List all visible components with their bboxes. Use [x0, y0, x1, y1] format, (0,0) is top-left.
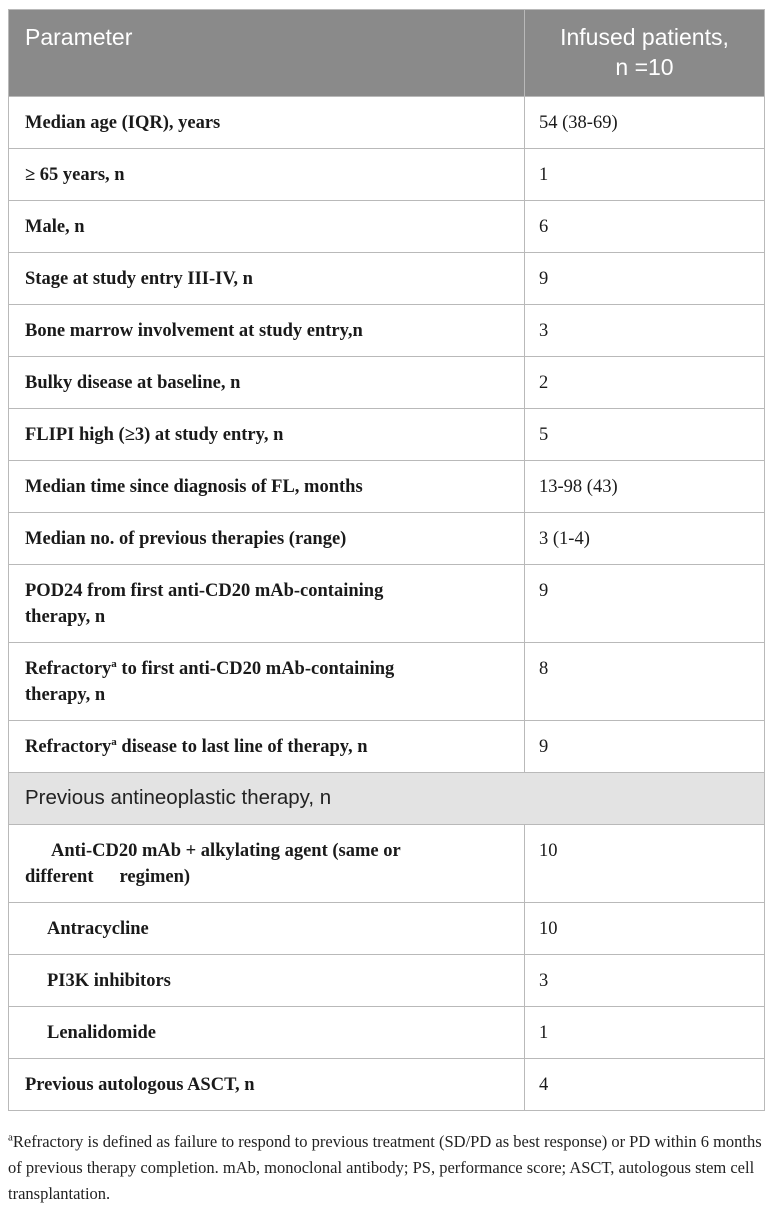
row-label — [9, 721, 525, 773]
row-label: Bulky disease at baseline, n — [9, 357, 525, 409]
row-value: 3 (1-4) — [525, 513, 765, 565]
header-infused-line2: n =10 — [615, 54, 674, 80]
table-footnote — [8, 1129, 768, 1207]
row-label: ≥ 65 years, n — [9, 149, 525, 201]
row-label: Male, n — [9, 201, 525, 253]
row-label-line2: therapy, n — [25, 607, 106, 627]
row-label: Antracycline — [9, 903, 525, 955]
table-row — [9, 721, 765, 773]
footnote-marker: a — [111, 657, 117, 670]
row-value: 6 — [525, 201, 765, 253]
row-label: PI3K inhibitors — [9, 955, 525, 1007]
row-label: Median age (IQR), years — [9, 97, 525, 149]
row-label-line2b: regimen) — [119, 867, 191, 887]
footnote-marker: a — [8, 1131, 13, 1144]
row-value: 5 — [525, 409, 765, 461]
table-row — [9, 955, 765, 1007]
section-header-row — [9, 773, 765, 825]
table-row — [9, 903, 765, 955]
table-row — [9, 201, 765, 253]
table-row — [9, 825, 765, 903]
section-header-previous-therapy: Previous antineoplastic therapy, n — [9, 773, 765, 825]
row-label: Median time since diagnosis of FL, months — [9, 461, 525, 513]
row-value: 10 — [525, 903, 765, 955]
row-value: 4 — [525, 1059, 765, 1111]
footnote-marker: a — [111, 735, 117, 748]
row-label-refractory: Refractory — [25, 659, 112, 679]
row-value: 1 — [525, 1007, 765, 1059]
row-label: Bone marrow involvement at study entry,n — [9, 305, 525, 357]
row-label — [9, 565, 525, 643]
row-label: Previous autologous ASCT, n — [9, 1059, 525, 1111]
row-value: 54 (38-69) — [525, 97, 765, 149]
table-row — [9, 149, 765, 201]
table-row — [9, 513, 765, 565]
table-row — [9, 565, 765, 643]
table-row — [9, 253, 765, 305]
row-label-line1: POD24 from first anti-CD20 mAb-containing — [25, 581, 384, 601]
table-row — [9, 97, 765, 149]
header-infused-line1: Infused patients, — [560, 24, 729, 50]
row-label-line2a: different — [25, 867, 94, 887]
footnote-text: Refractory is defined as failure to respond to previous treatment (SD/PD as best response) or PD within 6 months of previous therapy completion. mAb, monoclonal antibody; PS, performance score; ASCT, autologous stem cell transplantation. — [8, 1132, 762, 1203]
row-value: 2 — [525, 357, 765, 409]
header-infused-patients — [525, 10, 765, 97]
table-row — [9, 1059, 765, 1111]
row-label-rest: to first anti-CD20 mAb-containing — [116, 659, 395, 679]
row-value: 3 — [525, 305, 765, 357]
row-value: 10 — [525, 825, 765, 903]
table-header-row — [9, 10, 765, 97]
row-label — [9, 643, 525, 721]
row-label: Lenalidomide — [9, 1007, 525, 1059]
patient-characteristics-table — [8, 9, 764, 1111]
table-row — [9, 357, 765, 409]
row-value: 9 — [525, 253, 765, 305]
table-row — [9, 305, 765, 357]
row-value: 1 — [525, 149, 765, 201]
row-value: 3 — [525, 955, 765, 1007]
table-row — [9, 643, 765, 721]
row-value: 9 — [525, 565, 765, 643]
row-label: Stage at study entry III-IV, n — [9, 253, 525, 305]
row-label: FLIPI high (≥3) at study entry, n — [9, 409, 525, 461]
row-value: 8 — [525, 643, 765, 721]
row-label: Median no. of previous therapies (range) — [9, 513, 525, 565]
row-label — [9, 825, 525, 903]
table-row — [9, 409, 765, 461]
row-label-line1: Anti-CD20 mAb + alkylating agent (same or — [51, 841, 401, 861]
table-row — [9, 1007, 765, 1059]
row-label-rest: disease to last line of therapy, n — [116, 737, 368, 757]
header-parameter: Parameter — [9, 10, 525, 97]
row-value: 13-98 (43) — [525, 461, 765, 513]
row-value: 9 — [525, 721, 765, 773]
row-label-refractory: Refractory — [25, 737, 112, 757]
row-label-line2: therapy, n — [25, 685, 106, 705]
table-row — [9, 461, 765, 513]
